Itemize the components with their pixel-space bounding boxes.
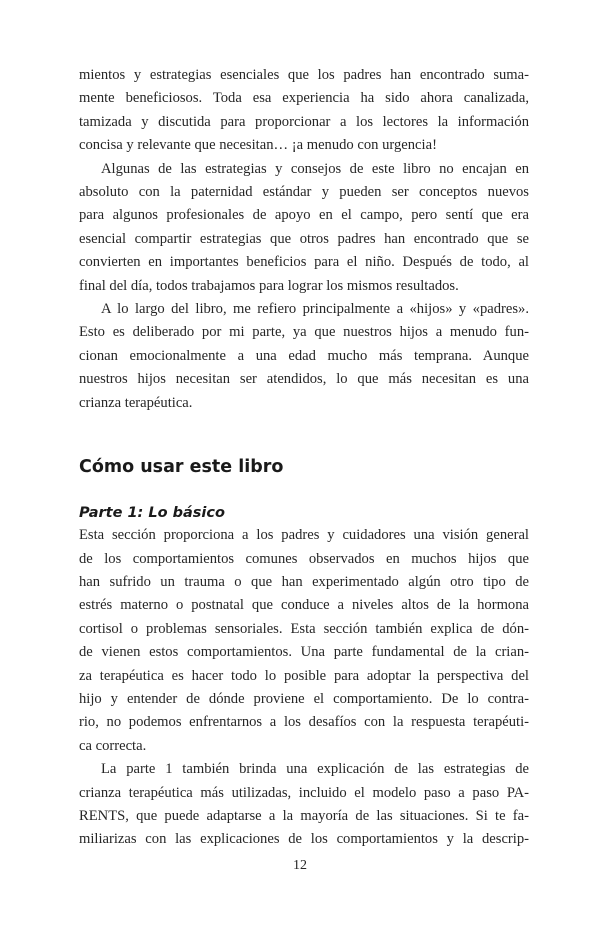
subsection-title: Parte 1: Lo básico: [79, 505, 225, 522]
text-line: La parte 1 también brinda una explicación de las estrategias de: [101, 761, 529, 778]
text-line: RENTS, que puede adaptarse a la mayoría de las situaciones. Si te fa-: [79, 807, 529, 824]
text-line: estrés materno o postnatal que conduce a niveles altos de la hormona: [79, 597, 529, 614]
text-line: A lo largo del libro, me refiero principalmente a «hijos» y «padres».: [101, 301, 529, 318]
paragraph: [79, 524, 529, 758]
text-line: za terapéutica es hacer todo lo posible para adoptar la perspectiva del: [79, 667, 529, 684]
text-line: rio, no podemos enfrentarnos a los desafíos con la respuesta terapéuti-: [79, 714, 529, 731]
text-line: han sufrido un trauma o que han experimentado algún otro tipo de: [79, 573, 529, 590]
paragraph: [79, 64, 529, 158]
paragraph: [79, 158, 529, 298]
text-line: tamizada y discutida para proporcionar a los lectores la información: [79, 113, 529, 130]
text-line: Algunas de las estrategias y consejos de este libro no encajan en: [101, 160, 529, 177]
text-line: hijo y entender de dónde proviene el comportamiento. De lo contra-: [79, 690, 529, 707]
text-line: mente beneficiosos. Toda esa experiencia ha sido ahora canalizada,: [79, 90, 529, 107]
text-line: final del día, todos trabajamos para lograr los mismos resultados.: [79, 277, 459, 294]
text-line: convierten en importantes beneficios para el niño. Después de todo, al: [79, 254, 529, 271]
body-text-top: [79, 64, 529, 415]
text-line: de los comportamientos comunes observados en muchos hijos que: [79, 550, 529, 567]
text-line: absoluto con la paternidad estándar y pueden ser conceptos nuevos: [79, 184, 529, 201]
text-line: crianza terapéutica.: [79, 394, 193, 411]
text-line: miliarizas con las explicaciones de los comportamientos y la descrip-: [79, 831, 529, 848]
text-line: crianza terapéutica más utilizadas, incluido el modelo paso a paso PA-: [79, 784, 529, 801]
text-line: cortisol o problemas sensoriales. Esta sección también explica de dón-: [79, 620, 529, 637]
text-line: ca correcta.: [79, 737, 147, 754]
text-line: mientos y estrategias esenciales que los padres han encontrado suma-: [79, 67, 529, 83]
text-line: cionan emocionalmente a una edad mucho más temprana. Aunque: [79, 347, 529, 364]
paragraph: [79, 758, 529, 852]
section-title: Cómo usar este libro: [79, 457, 284, 478]
text-line: esencial compartir estrategias que otros padres han encontrado que se: [79, 230, 529, 247]
page-number: 12: [293, 858, 307, 873]
body-text-bottom: [79, 524, 529, 852]
text-line: Esto es deliberado por mi parte, ya que nuestros hijos a menudo fun-: [79, 324, 529, 341]
paragraph: [79, 298, 529, 415]
text-line: de vienen estos comportamientos. Una parte fundamental de la crian-: [79, 644, 529, 661]
text-line: nuestros hijos necesitan ser atendidos, lo que más necesitan es una: [79, 371, 529, 388]
text-line: para algunos profesionales de apoyo en el campo, pero sentí que era: [79, 207, 529, 224]
book-page: [79, 64, 529, 852]
text-line: Esta sección proporciona a los padres y cuidadores una visión general: [79, 527, 529, 544]
text-line: concisa y relevante que necesitan… ¡a menudo con urgencia!: [79, 137, 437, 154]
